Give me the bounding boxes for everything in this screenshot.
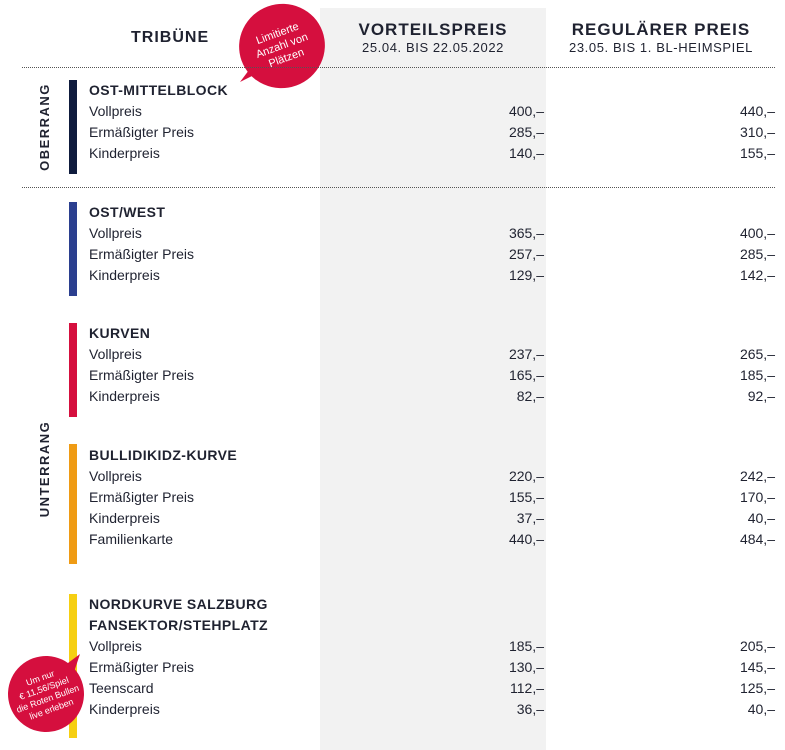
price-label: Vollpreis <box>89 225 142 241</box>
bar-ost-mittelblock <box>69 80 77 174</box>
bar-bullidikidz <box>69 444 77 564</box>
price-regular: 92,– <box>747 388 775 404</box>
price-vorteil: 82,– <box>516 388 544 404</box>
header-tribune: TRIBÜNE <box>131 29 210 46</box>
price-vorteil: 365,– <box>508 225 544 241</box>
price-label: Ermäßigter Preis <box>89 246 195 262</box>
price-row <box>89 367 785 388</box>
price-row <box>89 489 785 510</box>
price-regular: 155,– <box>739 145 775 161</box>
price-vorteil: 400,– <box>508 103 544 119</box>
group-label-oberrang: OBERRANG <box>37 83 52 171</box>
price-regular: 185,– <box>739 367 775 383</box>
price-regular: 205,– <box>739 638 775 654</box>
price-regular: 40,– <box>747 701 775 717</box>
price-label: Ermäßigter Preis <box>89 367 195 383</box>
price-row <box>89 659 785 680</box>
price-vorteil: 237,– <box>508 346 544 362</box>
price-label: Kinderpreis <box>89 267 160 283</box>
header-col1-sub: 25.04. BIS 22.05.2022 <box>362 40 504 55</box>
divider-middle <box>22 187 775 188</box>
price-label: Kinderpreis <box>89 701 160 717</box>
price-label: Vollpreis <box>89 346 142 362</box>
price-row <box>89 124 785 145</box>
price-regular: 265,– <box>739 346 775 362</box>
price-row <box>89 510 785 531</box>
price-row <box>89 701 785 722</box>
price-label: Kinderpreis <box>89 510 160 526</box>
price-label: Vollpreis <box>89 468 142 484</box>
header-col2-title: REGULÄRER PREIS <box>571 20 751 39</box>
price-vorteil: 185,– <box>508 638 544 654</box>
price-regular: 400,– <box>739 225 775 241</box>
price-regular: 440,– <box>739 103 775 119</box>
divider-top <box>22 67 775 68</box>
section-title: BULLIDIKIDZ-KURVE <box>89 447 238 463</box>
price-label: Kinderpreis <box>89 145 160 161</box>
price-row <box>89 225 785 246</box>
section-title: OST/WEST <box>89 204 166 220</box>
section-title: KURVEN <box>89 325 151 341</box>
price-regular: 285,– <box>739 246 775 262</box>
price-label: Kinderpreis <box>89 388 160 404</box>
bar-ost-west <box>69 202 77 296</box>
header-col1-title: VORTEILSPREIS <box>358 20 508 39</box>
price-vorteil: 285,– <box>508 124 544 140</box>
section-title: NORDKURVE SALZBURG <box>89 596 268 612</box>
price-vorteil: 130,– <box>508 659 544 675</box>
price-row <box>89 145 785 166</box>
price-regular: 310,– <box>739 124 775 140</box>
group-label-unterrang: UNTERRANG <box>37 420 52 518</box>
price-per-game-text: Um nur € 11,56/Spiel die Roten Bullen live erleben <box>14 668 81 722</box>
price-vorteil: 440,– <box>508 531 544 547</box>
price-regular: 242,– <box>739 468 775 484</box>
price-vorteil: 36,– <box>516 701 544 717</box>
price-label: Familienkarte <box>89 531 174 547</box>
price-row <box>89 267 785 288</box>
price-label: Vollpreis <box>89 103 142 119</box>
price-vorteil: 129,– <box>508 267 544 283</box>
price-label: Vollpreis <box>89 638 142 654</box>
price-label: Teenscard <box>89 680 154 696</box>
price-row <box>89 346 785 367</box>
section-subtitle: FANSEKTOR/STEHPLATZ <box>89 617 268 633</box>
price-row <box>89 531 785 552</box>
price-row <box>89 680 785 701</box>
bar-kurven <box>69 323 77 417</box>
price-vorteil: 112,– <box>510 680 544 696</box>
price-vorteil: 140,– <box>508 145 544 161</box>
price-vorteil: 165,– <box>508 367 544 383</box>
price-regular: 125,– <box>739 680 775 696</box>
price-regular: 40,– <box>747 510 775 526</box>
price-label: Ermäßigter Preis <box>89 489 195 505</box>
price-row <box>89 468 785 489</box>
header-col2-sub: 23.05. BIS 1. BL-HEIMSPIEL <box>569 40 753 55</box>
limited-seats-text: Limitierte Anzahl von Plätzen <box>254 20 310 70</box>
price-vorteil: 257,– <box>508 246 544 262</box>
section-title: OST-MITTELBLOCK <box>89 82 228 98</box>
price-vorteil: 37,– <box>516 510 544 526</box>
price-regular: 145,– <box>739 659 775 675</box>
price-vorteil: 220,– <box>508 468 544 484</box>
price-row <box>89 246 785 267</box>
price-row <box>89 103 785 124</box>
price-regular: 142,– <box>739 267 775 283</box>
price-label: Ermäßigter Preis <box>89 124 195 140</box>
price-label: Ermäßigter Preis <box>89 659 195 675</box>
price-row <box>89 388 785 409</box>
price-regular: 170,– <box>739 489 775 505</box>
price-row <box>89 638 785 659</box>
price-regular: 484,– <box>739 531 775 547</box>
price-vorteil: 155,– <box>508 489 544 505</box>
